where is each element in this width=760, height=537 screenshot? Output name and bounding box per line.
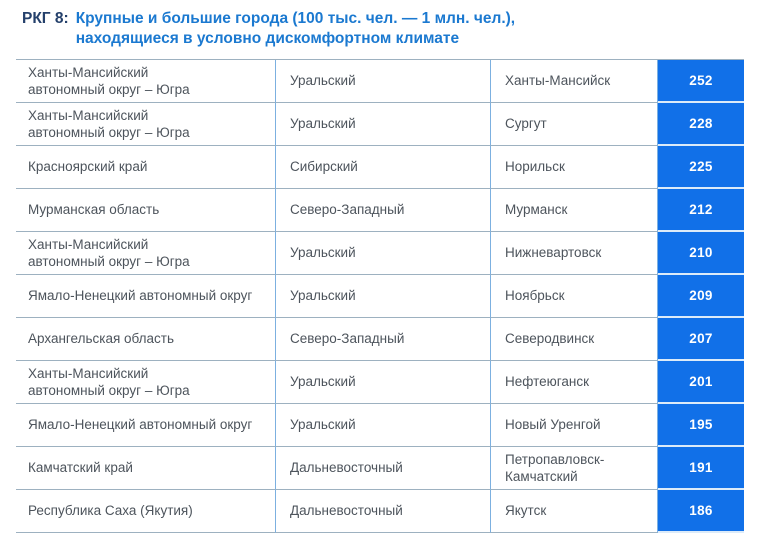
table-row [16, 447, 744, 490]
score-cell [658, 189, 744, 232]
region-cell [16, 490, 275, 533]
district-cell [275, 275, 490, 318]
city-cell [490, 103, 658, 146]
score-cell [658, 490, 744, 533]
region-text: Красноярский край [28, 159, 148, 175]
district-text: Северо-Западный [290, 331, 405, 347]
region-text: Республика Саха (Якутия) [28, 503, 193, 519]
district-text: Уральский [290, 417, 356, 433]
score-cell [658, 275, 744, 318]
district-cell [275, 404, 490, 447]
district-text: Уральский [290, 116, 356, 132]
district-cell [275, 490, 490, 533]
ranking-table [16, 59, 744, 533]
city-cell [490, 232, 658, 275]
city-text: Новый Уренгой [505, 417, 601, 433]
district-cell [275, 232, 490, 275]
district-cell [275, 318, 490, 361]
district-text: Сибирский [290, 159, 358, 175]
score-value: 210 [689, 244, 713, 260]
city-text: Сургут [505, 116, 547, 132]
city-text: Нижневартовск [505, 245, 602, 261]
city-text: Северодвинск [505, 331, 595, 347]
district-text: Уральский [290, 245, 356, 261]
table-row [16, 189, 744, 232]
region-cell [16, 361, 275, 404]
region-text: Ямало-Ненецкий автономный округ [28, 288, 253, 304]
score-value: 201 [689, 373, 713, 389]
district-text: Дальневосточный [290, 460, 403, 476]
district-text: Уральский [290, 73, 356, 89]
score-value: 252 [689, 72, 713, 88]
region-text: Архангельская область [28, 331, 175, 347]
score-value: 228 [689, 115, 713, 131]
city-cell [490, 275, 658, 318]
region-cell [16, 275, 275, 318]
table-row [16, 318, 744, 361]
region-text: Мурманская область [28, 202, 160, 218]
city-text: Мурманск [505, 202, 568, 218]
table-row [16, 275, 744, 318]
region-text: Ханты-Мансийский автономный округ – Югра [28, 107, 190, 140]
city-cell [490, 318, 658, 361]
city-text: Ноябрьск [505, 288, 565, 304]
table-row [16, 232, 744, 275]
score-value: 191 [689, 459, 713, 475]
region-cell [16, 232, 275, 275]
district-cell [275, 447, 490, 490]
score-cell [658, 404, 744, 447]
score-value: 186 [689, 502, 713, 518]
title-label: РКГ 8: [22, 10, 69, 27]
region-cell [16, 404, 275, 447]
city-text: Нефтеюганск [505, 374, 589, 390]
city-cell [490, 361, 658, 404]
region-cell [16, 103, 275, 146]
score-cell [658, 447, 744, 490]
table-row [16, 404, 744, 447]
city-cell [490, 60, 658, 103]
district-cell [275, 189, 490, 232]
region-cell [16, 318, 275, 361]
table-row [16, 103, 744, 146]
region-text: Ханты-Мансийский автономный округ – Югра [28, 64, 190, 97]
region-cell [16, 60, 275, 103]
district-cell [275, 103, 490, 146]
score-value: 207 [689, 330, 713, 346]
district-cell [275, 146, 490, 189]
score-cell [658, 103, 744, 146]
district-text: Северо-Западный [290, 202, 405, 218]
page-title [22, 9, 760, 50]
score-cell [658, 232, 744, 275]
table-row [16, 490, 744, 533]
district-text: Дальневосточный [290, 503, 403, 519]
table-row [16, 146, 744, 189]
region-text: Ханты-Мансийский автономный округ – Югра [28, 365, 190, 398]
region-text: Ямало-Ненецкий автономный округ [28, 417, 253, 433]
score-cell [658, 318, 744, 361]
city-cell [490, 404, 658, 447]
city-text: Якутск [505, 503, 547, 519]
region-text: Камчатский край [28, 460, 133, 476]
region-cell [16, 447, 275, 490]
score-cell [658, 146, 744, 189]
region-cell [16, 189, 275, 232]
city-cell [490, 146, 658, 189]
score-cell [658, 361, 744, 404]
region-text: Ханты-Мансийский автономный округ – Югра [28, 236, 190, 269]
city-cell [490, 447, 658, 490]
city-text: Ханты-Мансийск [505, 73, 611, 89]
table-row [16, 60, 744, 103]
district-text: Уральский [290, 374, 356, 390]
score-cell [658, 60, 744, 103]
city-text: Норильск [505, 159, 565, 175]
city-cell [490, 490, 658, 533]
title-text: Крупные и большие города (100 тыс. чел. — 1 млн. чел.), находящиеся в условно дискомфортном климате [75, 10, 516, 48]
district-cell [275, 361, 490, 404]
score-value: 195 [689, 416, 713, 432]
score-value: 209 [689, 287, 713, 303]
city-text: Петропавловск-Камчатский [505, 451, 605, 484]
district-cell [275, 60, 490, 103]
score-value: 225 [689, 158, 713, 174]
city-cell [490, 189, 658, 232]
table-row [16, 361, 744, 404]
district-text: Уральский [290, 288, 356, 304]
score-value: 212 [689, 201, 713, 217]
region-cell [16, 146, 275, 189]
